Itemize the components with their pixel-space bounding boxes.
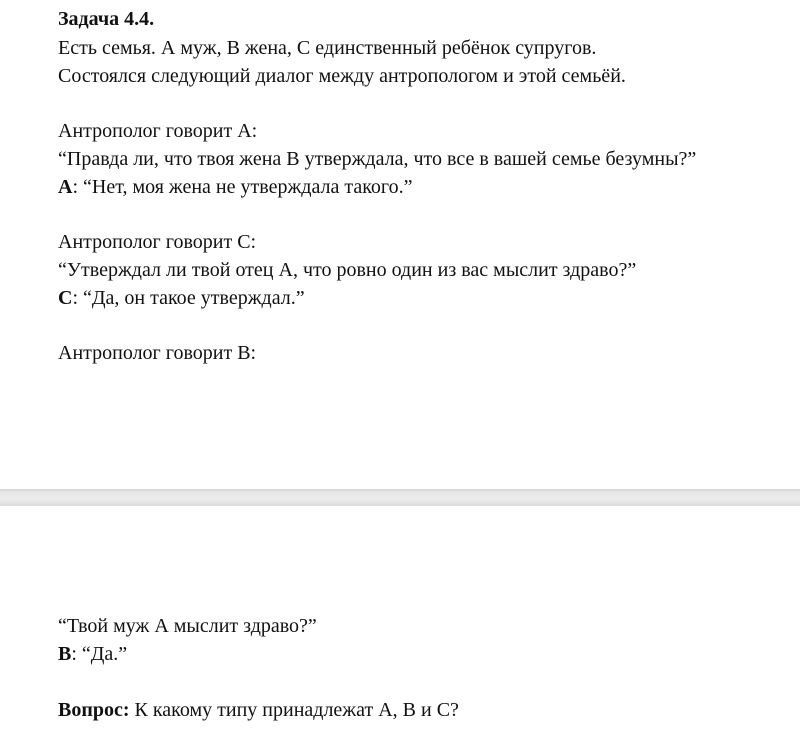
answer-a-label: А bbox=[58, 176, 73, 198]
intro-line-2: Состоялся следующий диалог между антропологом и этой семьёй. bbox=[58, 65, 626, 87]
final-question bbox=[58, 697, 459, 723]
speaker-line-a: Антрополог говорит А: bbox=[58, 120, 258, 142]
answer-b-text: : “Да.” bbox=[71, 643, 128, 665]
answer-b-label: В bbox=[58, 643, 72, 665]
answer-c bbox=[58, 285, 305, 311]
page-break-divider bbox=[0, 489, 800, 506]
question-to-a: “Правда ли, что твоя жена В утверждала, что все в вашей семье безумны?” bbox=[58, 148, 697, 170]
answer-b bbox=[58, 641, 127, 667]
speaker-line-b: Антрополог говорит В: bbox=[58, 342, 257, 364]
question-to-b: “Твой муж А мыслит здраво?” bbox=[58, 615, 317, 637]
answer-a-text: : “Нет, моя жена не утверждала такого.” bbox=[72, 176, 413, 198]
final-question-text: К какому типу принадлежат А, В и С? bbox=[129, 699, 459, 721]
question-to-c: “Утверждал ли твой отец А, что ровно один из вас мыслит здраво?” bbox=[58, 259, 637, 281]
problem-title: Задача 4.4. bbox=[58, 8, 155, 30]
speaker-line-c: Антрополог говорит С: bbox=[58, 231, 257, 253]
answer-a bbox=[58, 174, 413, 200]
answer-c-text: : “Да, он такое утверждал.” bbox=[72, 287, 305, 309]
final-question-label: Вопрос: bbox=[58, 699, 130, 721]
answer-c-label: С bbox=[58, 287, 73, 309]
document-page-2 bbox=[0, 506, 800, 741]
intro-line-1: Есть семья. А муж, В жена, С единственный ребёнок супругов. bbox=[58, 37, 597, 59]
